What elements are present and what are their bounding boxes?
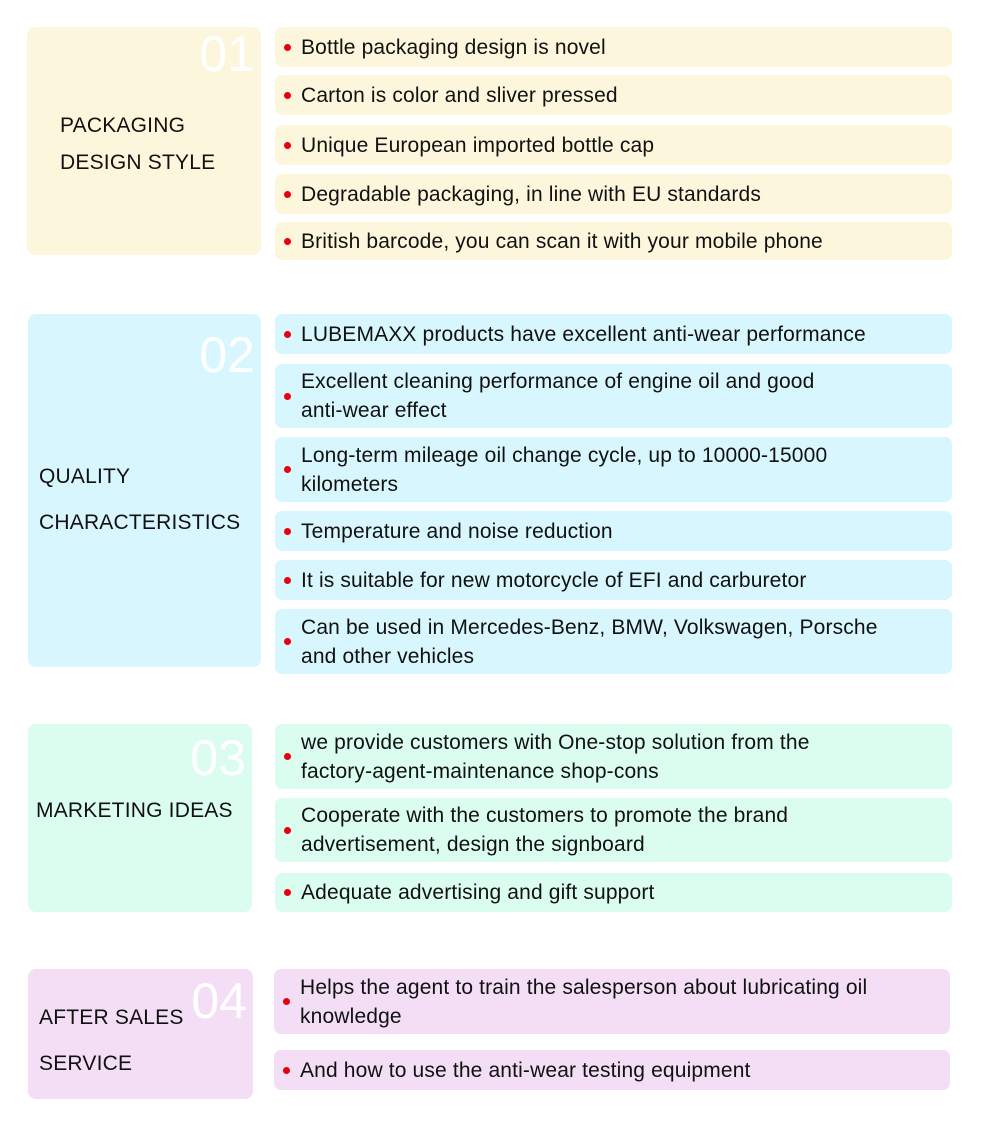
list-item	[275, 437, 952, 502]
bullet-icon	[284, 753, 291, 760]
list-item	[275, 75, 952, 115]
section-service-panel	[28, 969, 253, 1099]
list-item	[275, 174, 952, 214]
section-number: 04	[191, 973, 247, 1029]
list-item	[275, 125, 952, 165]
bullet-icon	[284, 44, 291, 51]
list-item-text: Unique European imported bottle cap	[301, 133, 655, 157]
section-title-line: QUALITY	[39, 465, 131, 488]
bullet-icon	[284, 331, 291, 338]
list-item-text: Excellent cleaning performance of engine oil and good anti-wear effect	[301, 370, 815, 422]
list-item-text: we provide customers with One-stop solution from the factory-agent-maintenance shop-cons	[301, 730, 810, 783]
list-item-text: Carton is color and sliver pressed	[301, 83, 618, 107]
section-title-line: MARKETING IDEAS	[36, 799, 233, 822]
list-item-text: Long-term mileage oil change cycle, up to 10000-15000 kilometers	[301, 443, 828, 496]
bullet-icon	[284, 393, 291, 400]
section-marketing-panel	[28, 724, 252, 912]
section-title	[36, 800, 233, 821]
bullet-icon	[284, 528, 291, 535]
section-number: 02	[199, 327, 255, 383]
list-item	[275, 724, 952, 789]
list-item-text: Adequate advertising and gift support	[301, 881, 655, 904]
list-item-text: LUBEMAXX products have excellent anti-wear performance	[301, 322, 866, 346]
list-item	[275, 511, 952, 551]
list-item-text: Temperature and noise reduction	[301, 519, 613, 543]
list-item	[275, 560, 952, 600]
bullet-icon	[283, 998, 290, 1005]
list-item-text: Degradable packaging, in line with EU standards	[301, 182, 761, 206]
section-title	[39, 466, 240, 533]
list-item	[275, 364, 952, 428]
bullet-icon	[284, 889, 291, 896]
bullet-icon	[284, 238, 291, 245]
list-item	[275, 798, 952, 862]
bullet-icon	[284, 638, 291, 645]
list-item-text: It is suitable for new motorcycle of EFI and carburetor	[301, 568, 807, 592]
section-title	[60, 115, 215, 173]
bullet-icon	[284, 142, 291, 149]
section-title-line: CHARACTERISTICS	[39, 511, 241, 534]
list-item	[275, 609, 952, 674]
list-item	[275, 222, 952, 260]
list-item-text: Cooperate with the customers to promote the brand advertisement, design the signboard	[301, 804, 789, 856]
list-item-text: And how to use the anti-wear testing equipment	[300, 1058, 751, 1082]
bullet-icon	[284, 577, 291, 584]
bullet-icon	[284, 827, 291, 834]
bullet-icon	[284, 466, 291, 473]
list-item	[275, 27, 952, 67]
section-title	[39, 1007, 184, 1074]
bullet-icon	[284, 191, 291, 198]
list-item	[274, 1050, 950, 1090]
list-item	[275, 873, 952, 912]
list-item-text: British barcode, you can scan it with your mobile phone	[301, 229, 823, 253]
section-title-line: PACKAGING	[60, 114, 186, 137]
section-title-line: AFTER SALES	[39, 1006, 184, 1029]
section-title-line: SERVICE	[39, 1052, 133, 1075]
list-item	[275, 314, 952, 354]
section-quality-panel	[28, 314, 261, 667]
section-number: 01	[199, 26, 255, 82]
bullet-icon	[284, 92, 291, 99]
list-item-text: Helps the agent to train the salesperson about lubricating oil knowledge	[300, 975, 868, 1028]
list-item-text: Can be used in Mercedes-Benz, BMW, Volkswagen, Porsche and other vehicles	[301, 615, 878, 668]
bullet-icon	[283, 1067, 290, 1074]
list-item	[274, 969, 950, 1034]
list-item-text: Bottle packaging design is novel	[301, 35, 606, 59]
section-number: 03	[190, 730, 246, 786]
section-title-line: DESIGN STYLE	[60, 151, 216, 174]
section-packaging-panel	[27, 27, 261, 255]
